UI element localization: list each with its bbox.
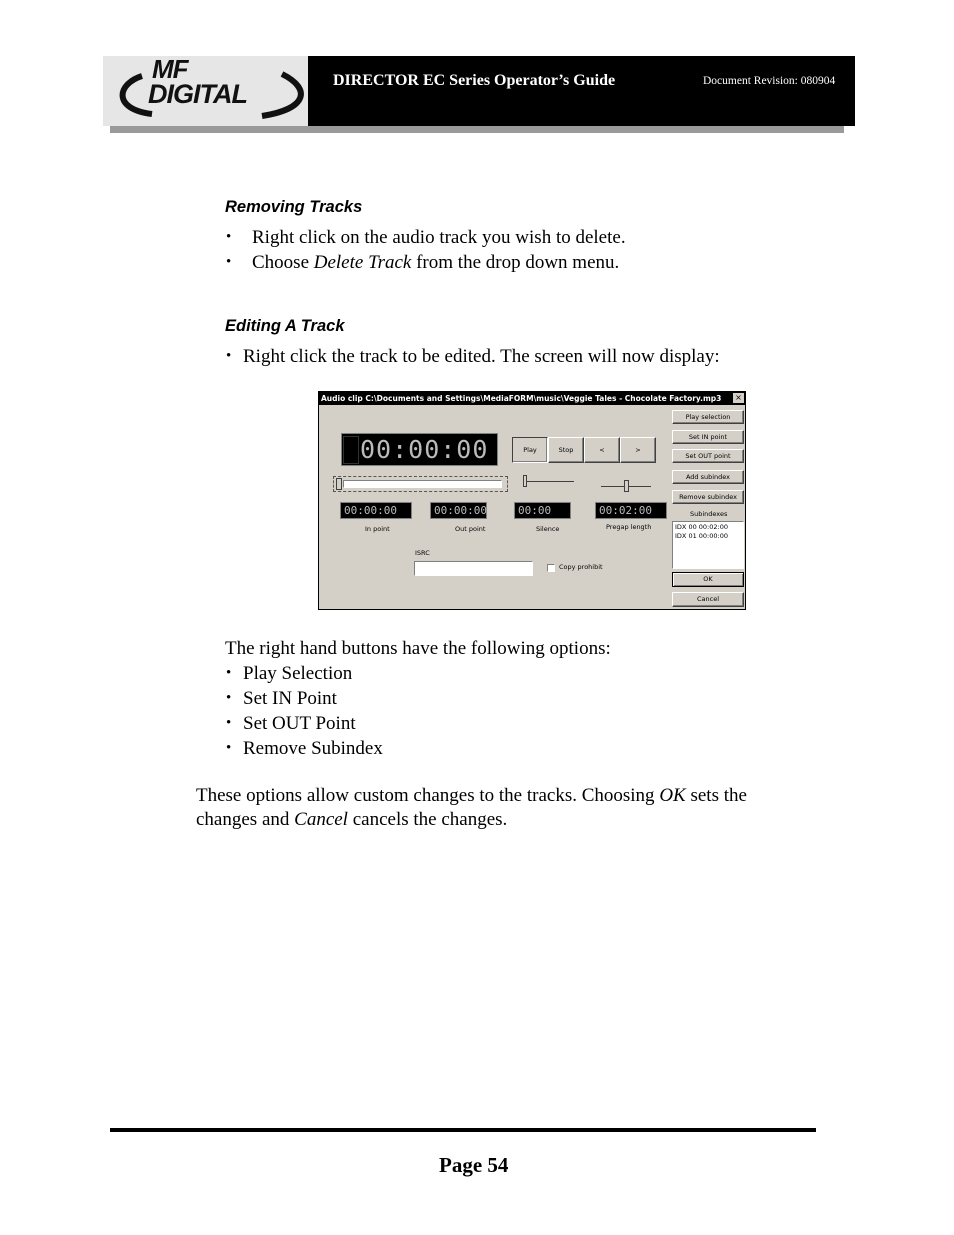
options-intro: The right hand buttons have the following options: bbox=[225, 638, 611, 659]
position-slider-thumb[interactable] bbox=[336, 478, 342, 490]
document-revision: Document Revision: 080904 bbox=[703, 75, 836, 87]
previous-button[interactable]: < bbox=[584, 437, 620, 463]
add-subindex-button[interactable]: Add subindex bbox=[672, 470, 744, 484]
audio-clip-dialog bbox=[318, 391, 746, 610]
out-point-label: Out point bbox=[455, 525, 486, 533]
heading-editing-track: Editing A Track bbox=[225, 317, 345, 335]
list-item[interactable]: IDX 00 00:02:00 bbox=[675, 523, 728, 531]
footer-rule bbox=[110, 1128, 816, 1132]
in-point-label: In point bbox=[365, 525, 390, 533]
heading-removing-tracks: Removing Tracks bbox=[225, 198, 363, 216]
silence-display[interactable]: 00:00 bbox=[514, 502, 571, 519]
play-button[interactable]: Play bbox=[512, 437, 548, 463]
logo-text-digital: DIGITAL bbox=[148, 79, 247, 109]
isrc-label: ISRC bbox=[415, 549, 430, 557]
copy-prohibit-checkbox[interactable] bbox=[547, 564, 555, 572]
set-out-point-button[interactable]: Set OUT point bbox=[672, 449, 744, 463]
dialog-title: Audio clip C:\Documents and Settings\MediaFORM\music\Veggie Tales - Chocolate Factory.mp3 bbox=[319, 392, 745, 405]
copy-prohibit-label: Copy prohibit bbox=[559, 563, 603, 571]
option-item: Set OUT Point bbox=[243, 713, 356, 734]
ok-button[interactable]: OK bbox=[672, 572, 744, 587]
lcd-segment bbox=[343, 436, 359, 464]
bullet-icon: • bbox=[226, 348, 232, 364]
bullet-icon: • bbox=[226, 665, 232, 681]
option-item: Remove Subindex bbox=[243, 738, 383, 759]
list-item[interactable]: IDX 01 00:00:00 bbox=[675, 532, 728, 540]
in-point-display[interactable]: 00:00:00 bbox=[340, 502, 412, 519]
balance-slider-thumb[interactable] bbox=[624, 480, 629, 492]
bullet-icon: • bbox=[226, 740, 232, 756]
play-selection-button[interactable]: Play selection bbox=[672, 410, 744, 424]
cancel-button[interactable]: Cancel bbox=[672, 592, 744, 607]
page-number: Page 54 bbox=[439, 1153, 509, 1177]
set-in-point-button[interactable]: Set IN point bbox=[672, 430, 744, 444]
subindexes-label: Subindexes bbox=[690, 510, 728, 518]
subindex-list[interactable] bbox=[672, 521, 744, 569]
bullet-icon: • bbox=[226, 254, 232, 270]
removing-step-1: Right click on the audio track you wish to delete. bbox=[252, 227, 626, 248]
pregap-label: Pregap length bbox=[606, 523, 652, 531]
bullet-icon: • bbox=[226, 229, 232, 245]
isrc-input[interactable] bbox=[414, 561, 533, 576]
option-item: Set IN Point bbox=[243, 688, 337, 709]
bullet-icon: • bbox=[226, 690, 232, 706]
editing-step-1: Right click the track to be edited. The screen will now display: bbox=[243, 346, 720, 367]
removing-step-2: Choose Delete Track from the drop down menu. bbox=[252, 252, 620, 273]
remove-subindex-button[interactable]: Remove subindex bbox=[672, 490, 744, 504]
stop-button[interactable]: Stop bbox=[548, 437, 584, 463]
volume-slider-thumb[interactable] bbox=[523, 475, 527, 487]
close-icon[interactable]: × bbox=[733, 393, 744, 403]
out-point-display[interactable]: 00:00:00 bbox=[430, 502, 487, 519]
main-time-display: 00:00:00 bbox=[341, 433, 498, 466]
option-item: Play Selection bbox=[243, 663, 353, 684]
document-title: DIRECTOR EC Series Operator’s Guide bbox=[333, 72, 616, 89]
logo-text-mf: MF bbox=[152, 54, 188, 84]
bullet-icon: • bbox=[226, 715, 232, 731]
next-button[interactable]: > bbox=[620, 437, 656, 463]
silence-label: Silence bbox=[536, 525, 560, 533]
closing-line-2: changes and Cancel cancels the changes. bbox=[196, 809, 508, 830]
closing-line-1: These options allow custom changes to the tracks. Choosing OK sets the bbox=[196, 785, 747, 806]
pregap-display[interactable]: 00:02:00 bbox=[595, 502, 667, 519]
position-bar[interactable] bbox=[343, 480, 502, 488]
volume-slider-track bbox=[524, 481, 574, 482]
